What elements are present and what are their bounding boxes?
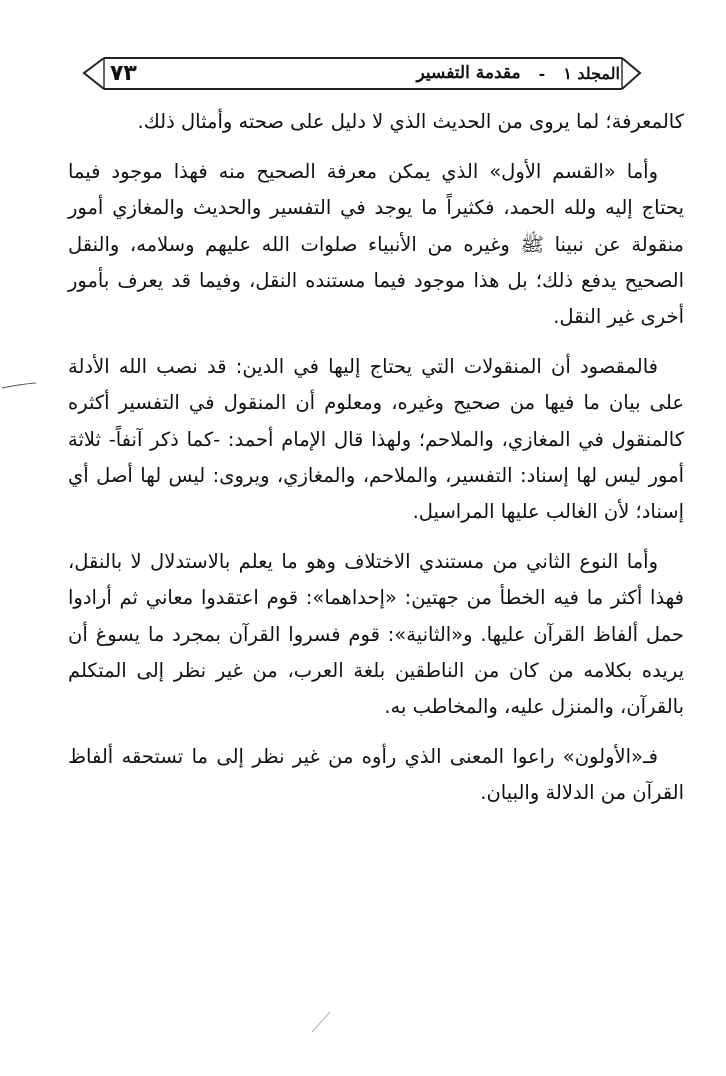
- running-header: [100, 58, 620, 88]
- book-title: مقدمة التفسير: [416, 63, 521, 83]
- header-separator: -: [538, 63, 546, 83]
- main-text: [68, 104, 684, 826]
- paragraph: فالمقصود أن المنقولات التي يحتاج إليها في الدين: قد نصب الله الأدلة على بيان ما فيها من صحيح وغيره، ومعلوم أن المنقول في التفسير أكثره كالمنقول في المغازي، والملاحم؛ ولهذا قال الإمام أحمد: -كما ذكر آنفاً- ثلاثة أمور ليس لها إسناد: التفسير، والملاحم، والمغازي، ويروى: ليس لها أصل أي إسناد؛ لأن الغالب عليها المراسيل.: [68, 355, 684, 524]
- paragraph: فـ«الأولون» راعوا المعنى الذي رأوه من غير نظر إلى ما تستحقه ألفاظ القرآن من الدلالة والبيان.: [68, 745, 684, 805]
- pencil-mark: [310, 1010, 334, 1034]
- paragraph: كالمعرفة؛ لما يروى من الحديث الذي لا دليل على صحته وأمثال ذلك.: [137, 110, 684, 133]
- header-frame: [0, 0, 726, 110]
- margin-mark: [0, 380, 40, 392]
- volume-label: المجلد ١: [563, 63, 620, 83]
- paragraph: وأما «القسم الأول» الذي يمكن معرفة الصحيح منه فهذا موجود فيما يحتاج إليه ولله الحمد، فكثيراً ما يوجد في التفسير والحديث والمغازي أمور منقولة عن نبينا ﷺ وغيره من الأنبياء صلوات الله عليهم وسلامه، والنقل الصحيح يدفع ذلك؛ بل هذا موجود فيما مستنده النقل، وفيما قد يعرف بأمور أخرى غير النقل.: [68, 160, 684, 329]
- paragraph: وأما النوع الثاني من مستندي الاختلاف وهو ما يعلم بالاستدلال لا بالنقل، فهذا أكثر ما فيه الخطأ من جهتين: «إحداهما»: قوم اعتقدوا معاني ثم أرادوا حمل ألفاظ القرآن عليها. و«الثانية»: قوم فسروا القرآن بمجرد ما يسوغ أن يريده بكلامه من كان من الناطقين بلغة العرب، من غير نظر إلى المتكلم بالقرآن، والمنزل عليه، والمخاطب به.: [68, 550, 684, 719]
- page-number: ٧٣: [110, 60, 137, 86]
